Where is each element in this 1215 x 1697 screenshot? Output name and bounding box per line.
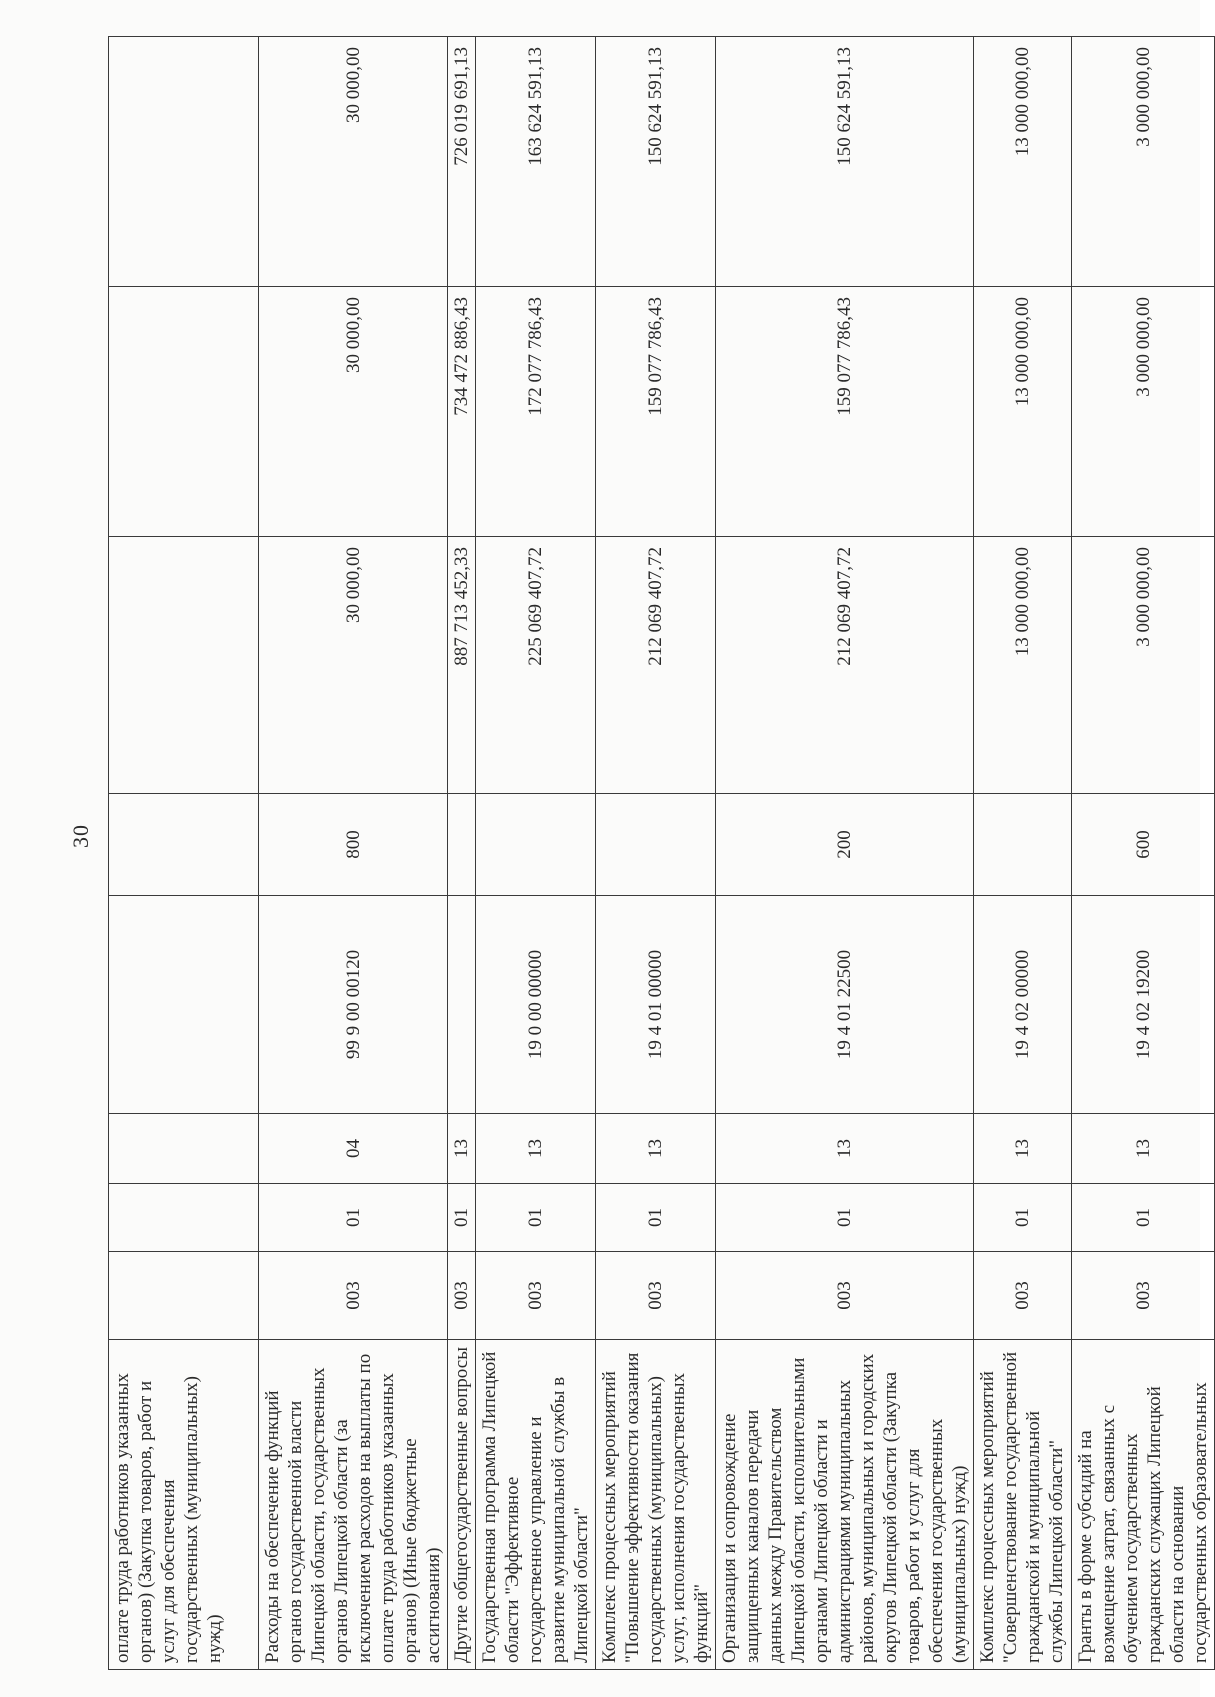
- page-number: 30: [68, 824, 93, 848]
- table-row: [974, 37, 1072, 1670]
- section-code: 01: [259, 1184, 448, 1252]
- amount-year-3: [109, 37, 259, 287]
- amount-year-2: 172 077 786,43: [476, 287, 596, 537]
- section-code: 01: [476, 1184, 596, 1252]
- expense-type-code: 600: [1072, 794, 1215, 896]
- amount-year-2: 159 077 786,43: [716, 287, 974, 537]
- subsection-code: 13: [716, 1114, 974, 1184]
- subsection-code: 13: [596, 1114, 716, 1184]
- row-description: оплате труда работников указанных органов) (Закупка товаров, работ и услуг для обеспечения государственных (муниципальных) нужд): [109, 1340, 259, 1670]
- amount-year-3: 3 000 000,00: [1072, 37, 1215, 287]
- subsection-code: 13: [448, 1114, 476, 1184]
- amount-year-2: 734 472 886,43: [448, 287, 476, 537]
- subsection-code: [109, 1114, 259, 1184]
- amount-year-2: 30 000,00: [259, 287, 448, 537]
- amount-year-1: 13 000 000,00: [974, 537, 1072, 794]
- amount-year-1: 225 069 407,72: [476, 537, 596, 794]
- table-row: [596, 37, 716, 1670]
- subsection-code: 13: [476, 1114, 596, 1184]
- subsection-code: 04: [259, 1114, 448, 1184]
- amount-year-2: [109, 287, 259, 537]
- amount-year-3: 726 019 691,13: [448, 37, 476, 287]
- section-code: 01: [1072, 1184, 1215, 1252]
- table-row: [448, 37, 476, 1670]
- ministry-code: [109, 1252, 259, 1340]
- ministry-code: 003: [716, 1252, 974, 1340]
- section-code: [109, 1184, 259, 1252]
- row-description: Государственная программа Липецкой области "Эффективное государственное управление и развитие муниципальной службы в Липецкой области": [476, 1340, 596, 1670]
- section-code: 01: [716, 1184, 974, 1252]
- amount-year-1: 887 713 452,33: [448, 537, 476, 794]
- section-code: 01: [974, 1184, 1072, 1252]
- amount-year-3: 150 624 591,13: [716, 37, 974, 287]
- table-row: [716, 37, 974, 1670]
- ministry-code: 003: [448, 1252, 476, 1340]
- target-article-code: 99 9 00 00120: [259, 896, 448, 1114]
- expense-type-code: [109, 794, 259, 896]
- target-article-code: [448, 896, 476, 1114]
- amount-year-3: 13 000 000,00: [974, 37, 1072, 287]
- amount-year-2: 3 000 000,00: [1072, 287, 1215, 537]
- expense-type-code: 800: [259, 794, 448, 896]
- target-article-code: 19 4 02 19200: [1072, 896, 1215, 1114]
- budget-table-rotated: [108, 37, 1211, 1670]
- amount-year-1: 212 069 407,72: [596, 537, 716, 794]
- subsection-code: 13: [1072, 1114, 1215, 1184]
- row-description: Комплекс процессных мероприятий "Повышение эффективности оказания государственных (муниципальных) услуг, исполнения государственных функций": [596, 1340, 716, 1670]
- row-description: Гранты в форме субсидий на возмещение затрат, связанных с обучением государственных гражданских служащих Липецкой области на основании государственных образовательных: [1072, 1340, 1215, 1670]
- target-article-code: 19 4 02 00000: [974, 896, 1072, 1114]
- ministry-code: 003: [476, 1252, 596, 1340]
- target-article-code: 19 4 01 00000: [596, 896, 716, 1114]
- target-article-code: [109, 896, 259, 1114]
- amount-year-1: 212 069 407,72: [716, 537, 974, 794]
- expense-type-code: [974, 794, 1072, 896]
- row-description: Другие общегосударственные вопросы: [448, 1340, 476, 1670]
- expense-type-code: [476, 794, 596, 896]
- amount-year-2: 13 000 000,00: [974, 287, 1072, 537]
- amount-year-2: 159 077 786,43: [596, 287, 716, 537]
- amount-year-3: 30 000,00: [259, 37, 448, 287]
- expense-type-code: 200: [716, 794, 974, 896]
- amount-year-3: 163 624 591,13: [476, 37, 596, 287]
- amount-year-1: [109, 537, 259, 794]
- table-row: [476, 37, 596, 1670]
- row-description: Организация и сопровождение защищенных каналов передачи данных между Правительством Липецкой области, исполнительными органами Липецкой области и администрациями муниципальных районов, муниципальных и городских округов Липецкой области (Закупка товаров, работ и услуг для обеспечения государственных (муниципальных) нужд): [716, 1340, 974, 1670]
- amount-year-1: 3 000 000,00: [1072, 537, 1215, 794]
- ministry-code: 003: [974, 1252, 1072, 1340]
- subsection-code: 13: [974, 1114, 1072, 1184]
- ministry-code: 003: [259, 1252, 448, 1340]
- section-code: 01: [448, 1184, 476, 1252]
- row-description: Расходы на обеспечение функций органов государственной власти Липецкой области, государственных органов Липецкой области (за исключением расходов на выплаты по оплате труда работников указанных органов) (Иные бюджетные ассигнования): [259, 1340, 448, 1670]
- expense-type-code: [448, 794, 476, 896]
- ministry-code: 003: [1072, 1252, 1215, 1340]
- expense-type-code: [596, 794, 716, 896]
- row-description: Комплекс процессных мероприятий "Совершенствование государственной гражданской и муниципальной службы Липецкой области": [974, 1340, 1072, 1670]
- section-code: 01: [596, 1184, 716, 1252]
- table-row: [259, 37, 448, 1670]
- table-row: [1072, 37, 1215, 1670]
- budget-table: [108, 36, 1215, 1670]
- ministry-code: 003: [596, 1252, 716, 1340]
- amount-year-3: 150 624 591,13: [596, 37, 716, 287]
- target-article-code: 19 0 00 00000: [476, 896, 596, 1114]
- target-article-code: 19 4 01 22500: [716, 896, 974, 1114]
- table-row: [109, 37, 259, 1670]
- amount-year-1: 30 000,00: [259, 537, 448, 794]
